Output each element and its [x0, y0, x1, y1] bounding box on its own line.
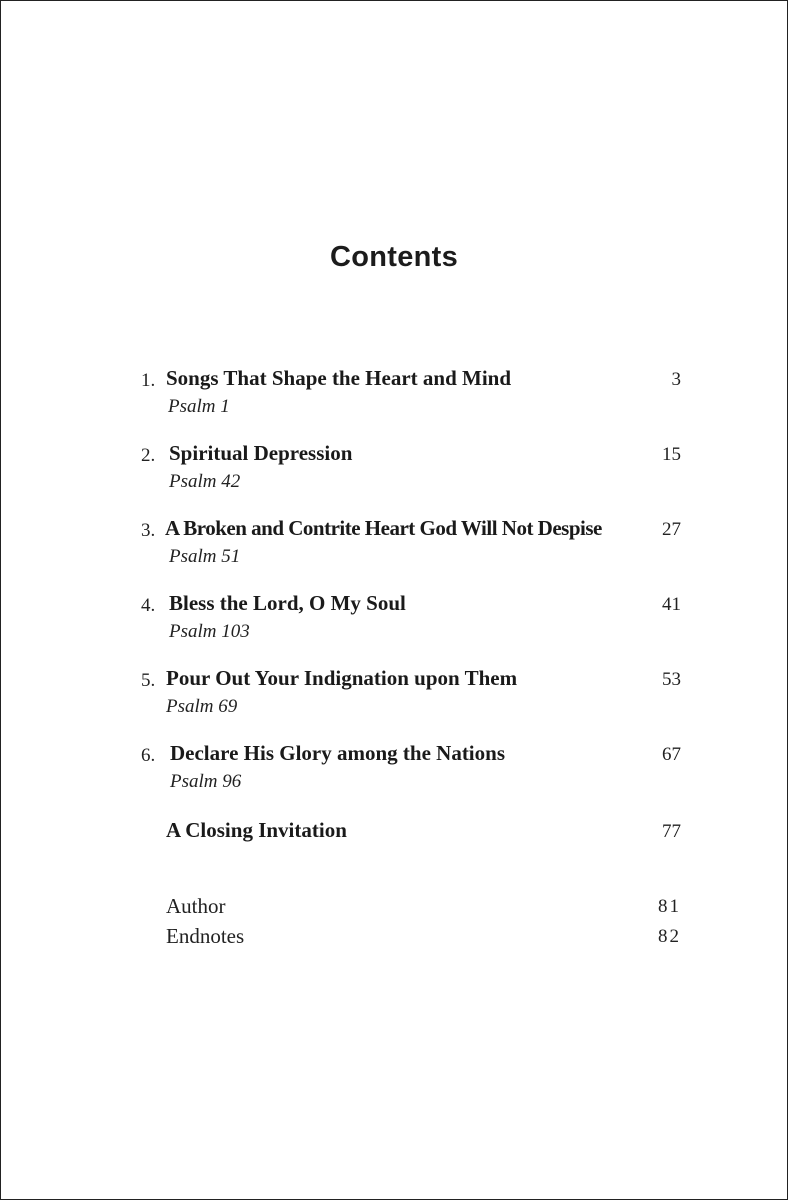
chapter-number: 3. [141, 520, 156, 541]
chapter-psalm: Psalm 42 [169, 471, 241, 492]
chapter-psalm: Psalm 103 [169, 621, 250, 642]
page-number: 82 [658, 926, 681, 947]
chapter-title: Pour Out Your Indignation upon Them [166, 666, 518, 690]
chapter-psalm: Psalm 96 [170, 771, 242, 792]
chapter-number: 2. [141, 445, 156, 466]
page-number: 15 [662, 444, 681, 465]
chapter-number: 1. [141, 370, 156, 391]
chapter-number: 4. [141, 595, 156, 616]
chapter-psalm: Psalm 51 [169, 546, 241, 567]
back-matter-label: Endnotes [166, 924, 245, 948]
page-title: Contents [329, 241, 459, 273]
page-number: 53 [662, 669, 681, 690]
chapter-title: Bless the Lord, O My Soul [169, 591, 406, 615]
chapter-title: A Broken and Contrite Heart God Will Not Despise [165, 516, 602, 540]
back-matter-label: Author [166, 894, 226, 918]
page-number: 77 [662, 821, 681, 842]
page-number: 27 [662, 519, 681, 540]
chapter-number: 6. [141, 745, 156, 766]
closing-title: A Closing Invitation [166, 818, 347, 842]
chapter-title: Declare His Glory among the Nations [170, 741, 505, 765]
chapter-number: 5. [141, 670, 156, 691]
chapter-title: Spiritual Depression [169, 441, 353, 465]
page-number: 81 [658, 896, 681, 917]
chapter-psalm: Psalm 1 [168, 396, 230, 417]
page-number: 67 [662, 744, 681, 765]
chapter-psalm: Psalm 69 [166, 696, 238, 717]
page-number: 3 [671, 369, 681, 390]
chapter-title: Songs That Shape the Heart and Mind [166, 366, 512, 390]
page-number: 41 [662, 594, 681, 615]
